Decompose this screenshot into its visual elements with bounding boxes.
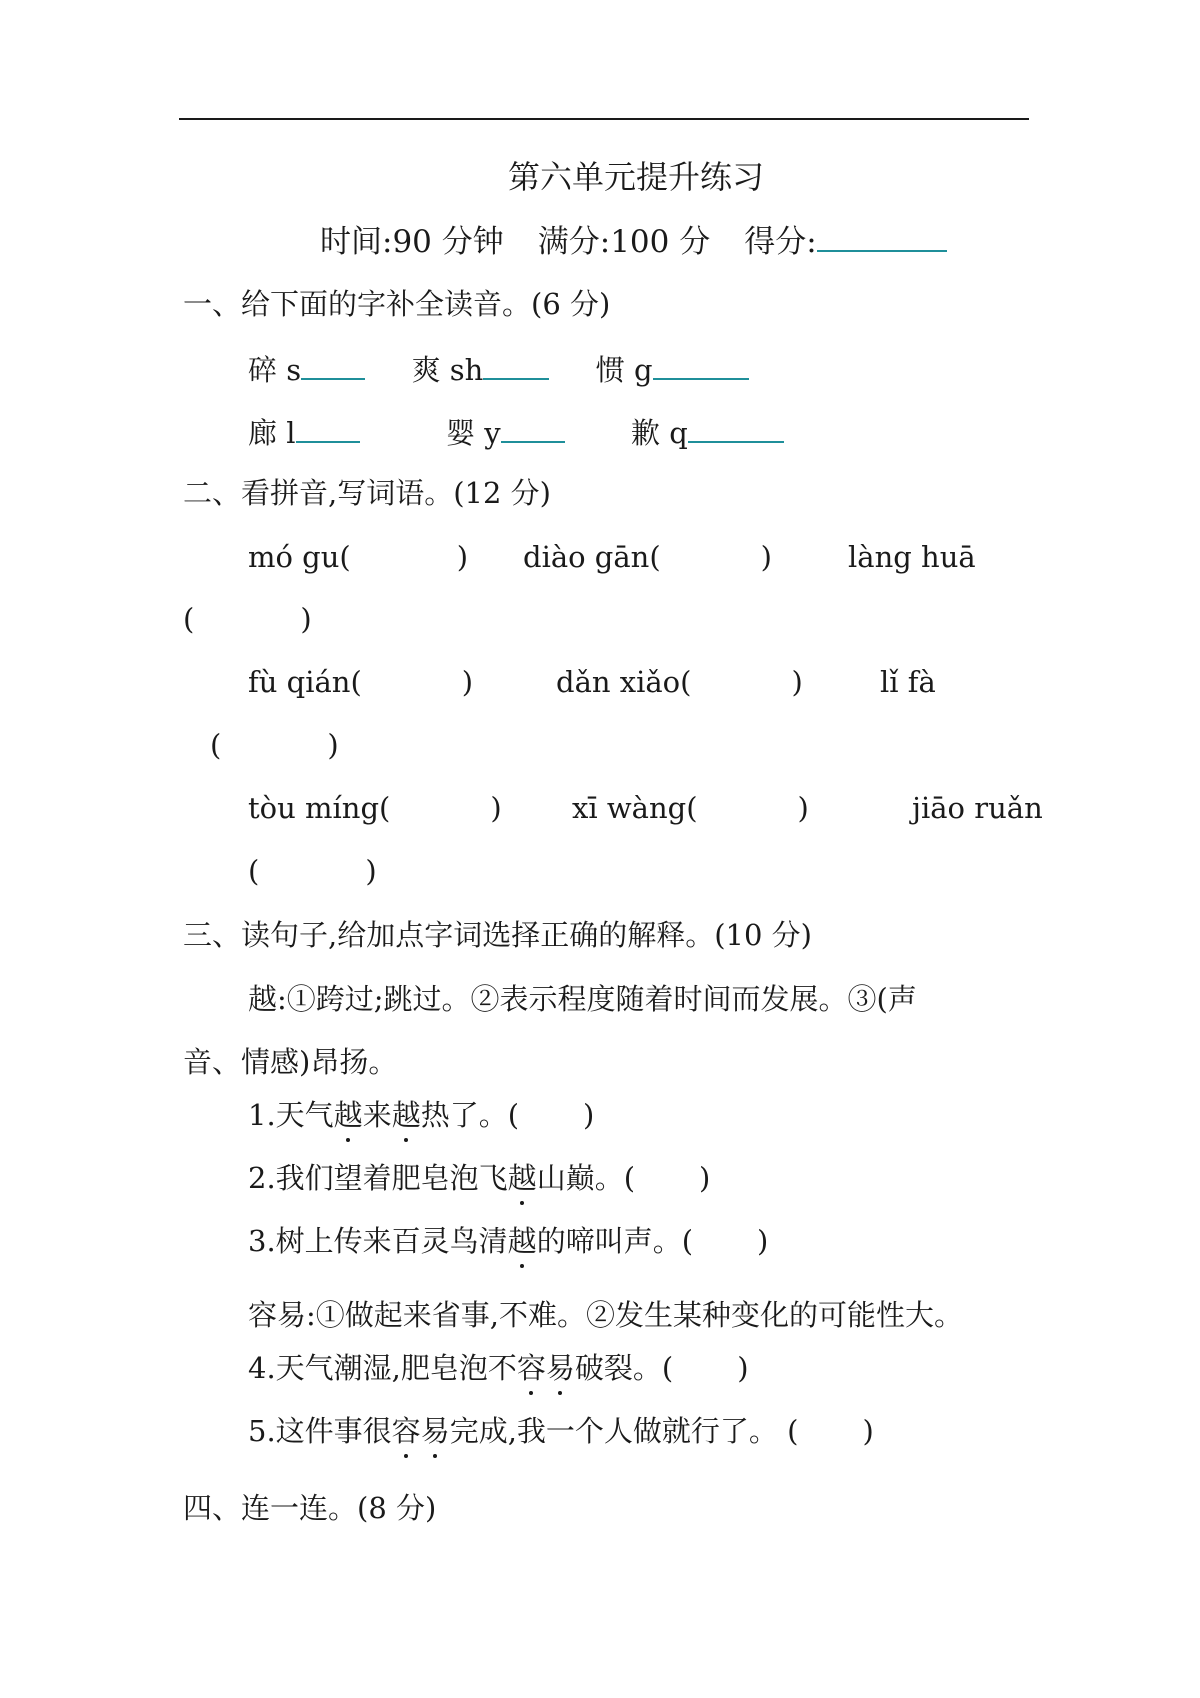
answer-blank[interactable] — [653, 350, 749, 380]
pinyin-word: mó gu( ) — [248, 540, 469, 574]
time-label: 时间:90 分钟 — [320, 224, 504, 260]
question-5: 5.这件事很容易完成,我一个人做就行了。 ( ) — [248, 1414, 874, 1448]
pinyin-word: tòu míng( ) — [248, 791, 502, 825]
dotted-char: 越 — [333, 1098, 363, 1132]
definition-rongyi: 容易:①做起来省事,不难。②发生某种变化的可能性大。 — [248, 1298, 963, 1332]
dotted-char: 越 — [391, 1098, 421, 1132]
page-title: 第六单元提升练习 — [508, 158, 765, 196]
pinyin-word-paren: ( ) — [210, 728, 339, 762]
section-1-heading: 一、给下面的字补全读音。(6 分) — [183, 287, 611, 321]
dotted-char: 易 — [545, 1351, 575, 1385]
answer-blank[interactable] — [296, 413, 360, 443]
char-item: 惯 g — [595, 353, 653, 387]
dotted-char: 越 — [507, 1224, 537, 1258]
pinyin-word: jiāo ruǎn — [912, 791, 1043, 825]
dotted-char: 易 — [420, 1414, 450, 1448]
pinyin-word: xī wàng( ) — [572, 791, 809, 825]
section-2-heading: 二、看拼音,写词语。(12 分) — [183, 476, 551, 510]
dotted-char: 容 — [391, 1414, 421, 1448]
pinyin-word-paren: ( ) — [183, 602, 312, 636]
score-label: 得分: — [744, 224, 817, 260]
pinyin-word: lǐ fà — [880, 665, 936, 699]
definition-yue-line2: 音、情感)昂扬。 — [183, 1045, 398, 1079]
section-4-heading: 四、连一连。(8 分) — [183, 1491, 437, 1525]
pinyin-row-2 — [248, 413, 784, 451]
char-item: 爽 sh — [411, 353, 484, 387]
definition-yue-line1: 越:①跨过;跳过。②表示程度随着时间而发展。③(声 — [248, 982, 917, 1016]
pinyin-word: fù qián( ) — [248, 665, 474, 699]
answer-blank[interactable] — [483, 350, 549, 380]
answer-blank[interactable] — [688, 413, 784, 443]
top-rule — [179, 118, 1029, 120]
full-score-label: 满分:100 分 — [537, 224, 711, 260]
pinyin-word: diào gān( ) — [523, 540, 772, 574]
char-item: 婴 y — [445, 416, 501, 450]
section-3-heading: 三、读句子,给加点字词选择正确的解释。(10 分) — [183, 918, 812, 952]
dotted-char: 容 — [516, 1351, 546, 1385]
pinyin-word: dǎn xiǎo( ) — [556, 665, 803, 699]
pinyin-word: làng huā — [848, 540, 976, 574]
char-item: 廊 l — [248, 416, 296, 450]
question-4: 4.天气潮湿,肥皂泡不容易破裂。( ) — [248, 1351, 749, 1385]
exam-meta — [320, 222, 947, 260]
char-item: 碎 s — [248, 353, 302, 387]
answer-blank[interactable] — [501, 413, 565, 443]
char-item: 歉 q — [631, 416, 688, 450]
pinyin-row-1 — [248, 350, 749, 388]
answer-blank[interactable] — [301, 350, 365, 380]
question-1: 1.天气越来越热了。( ) — [248, 1098, 595, 1132]
score-blank[interactable] — [817, 222, 947, 252]
question-2: 2.我们望着肥皂泡飞越山巅。( ) — [248, 1161, 711, 1195]
dotted-char: 越 — [507, 1161, 537, 1195]
question-3: 3.树上传来百灵鸟清越的啼叫声。( ) — [248, 1224, 769, 1258]
pinyin-word-paren: ( ) — [248, 854, 377, 888]
